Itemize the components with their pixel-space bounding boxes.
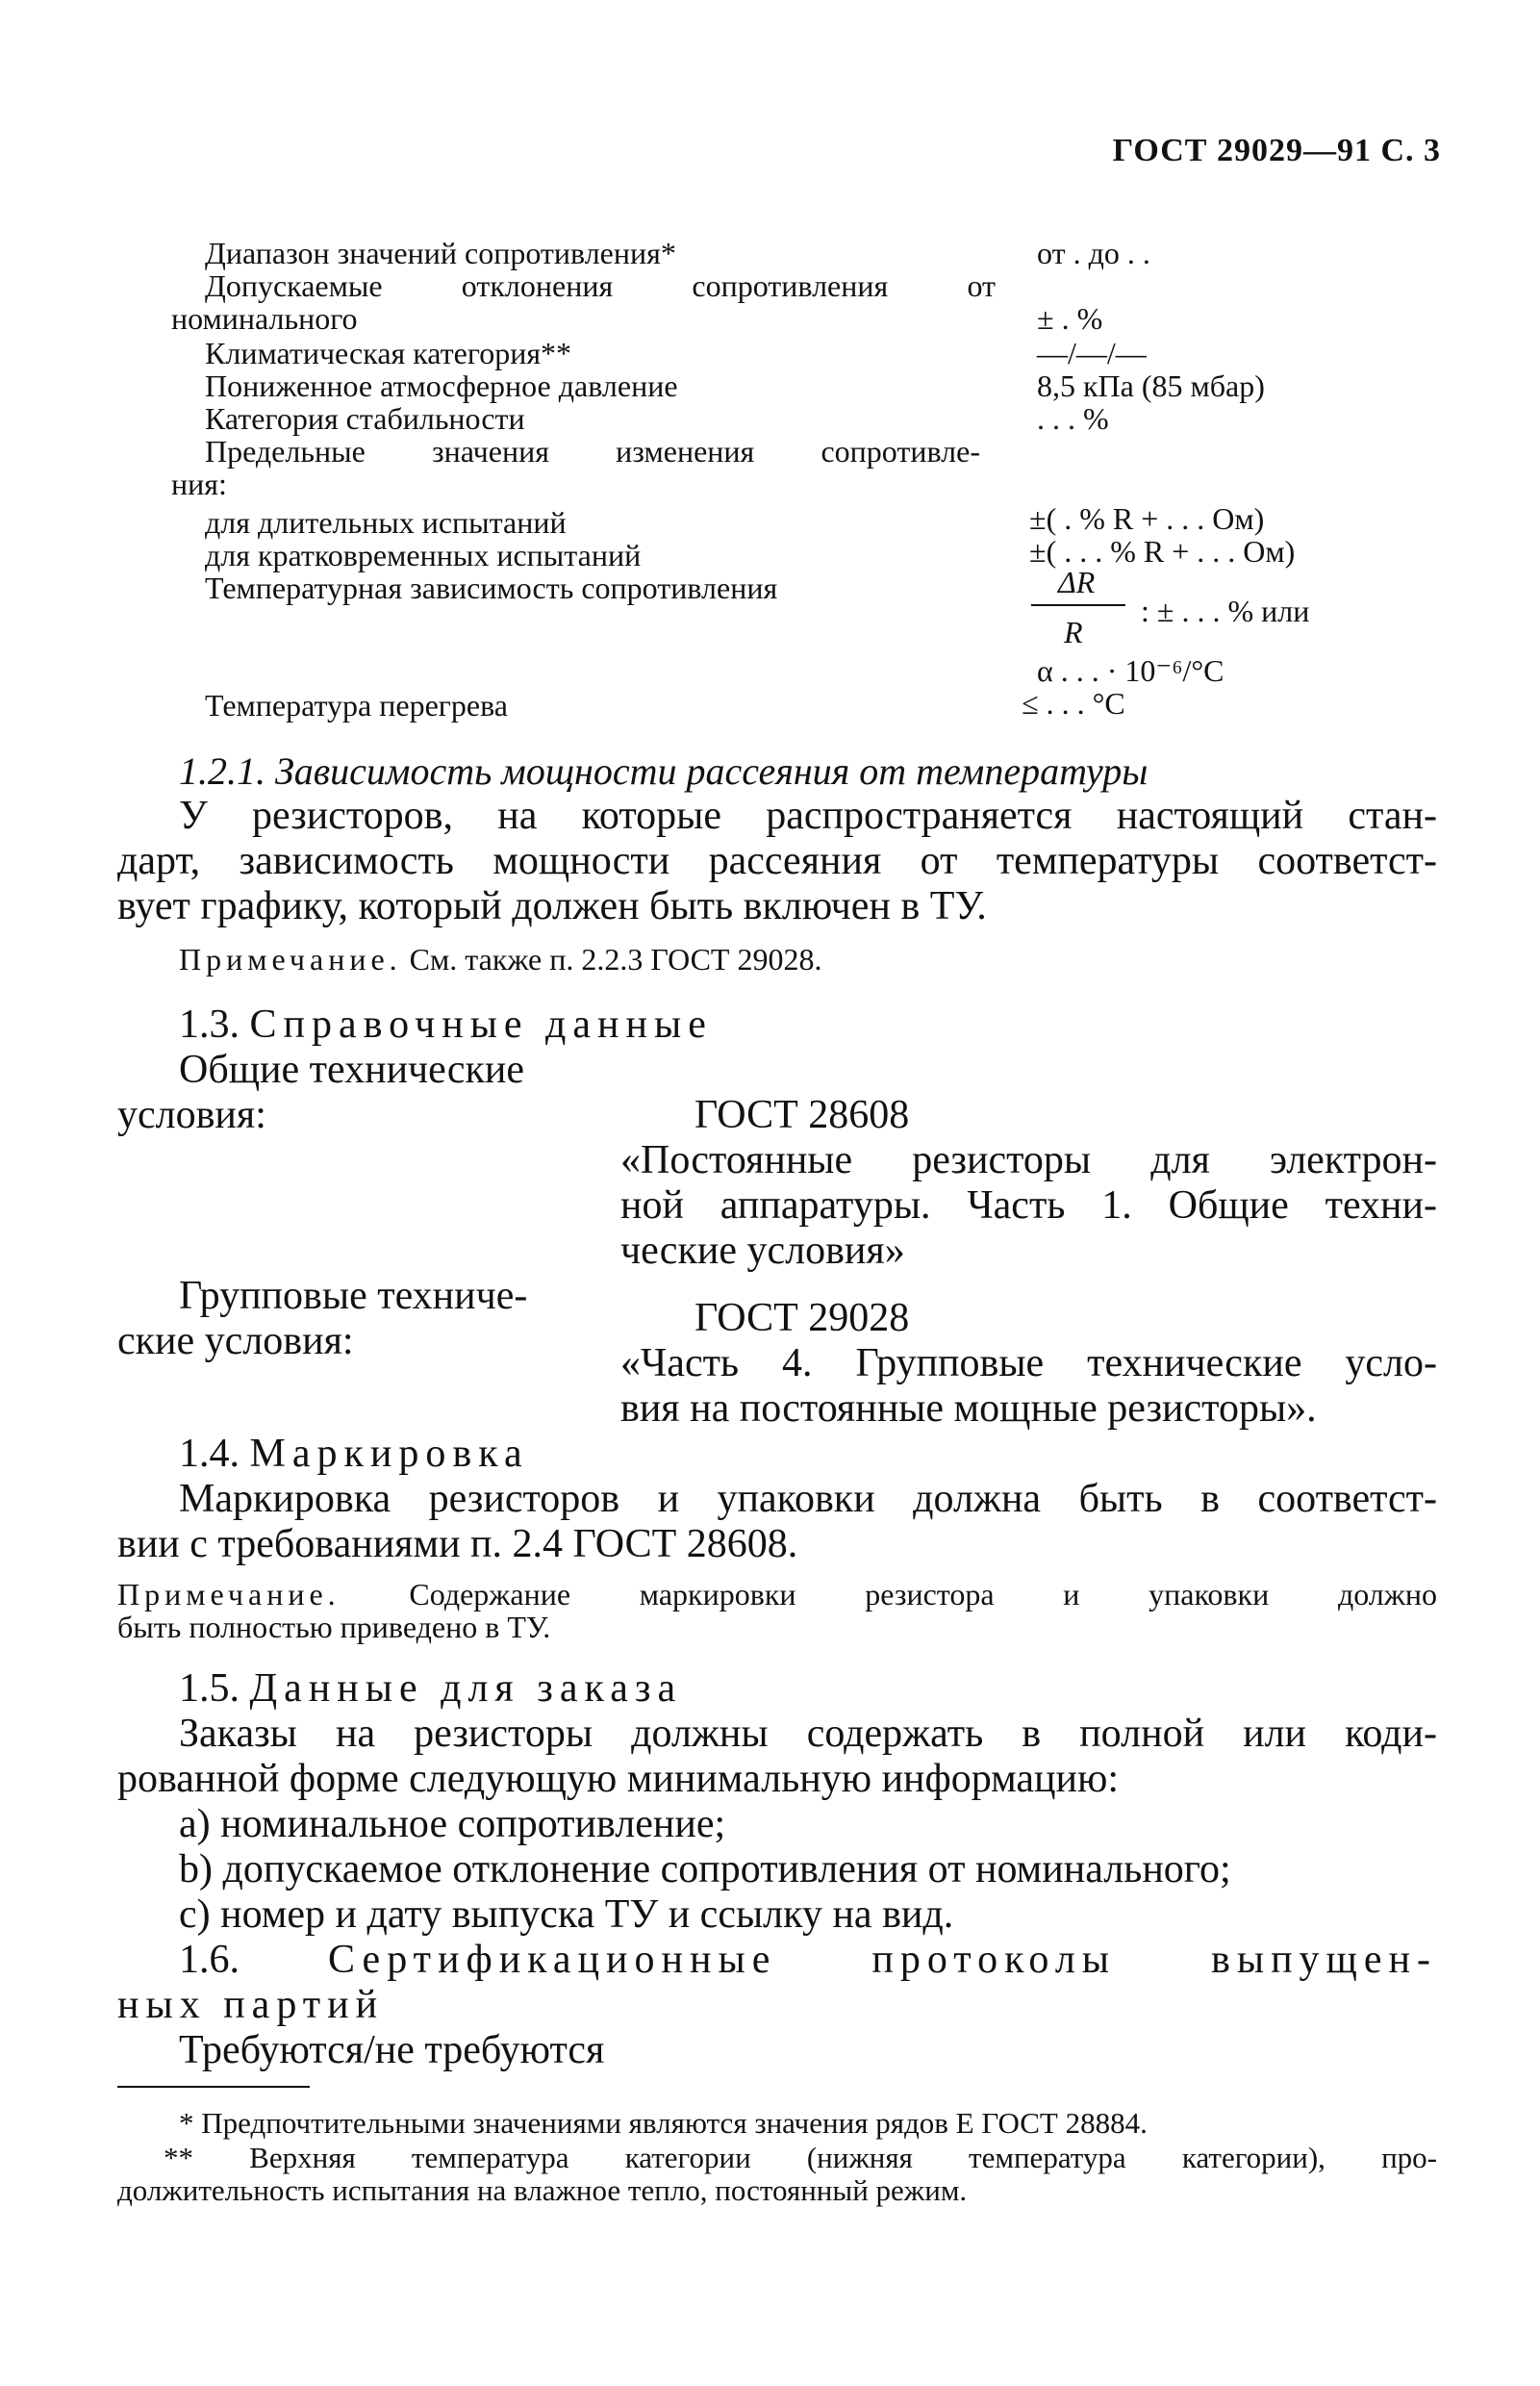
section-1-4-line2: вии с требованиями п. 2.4 ГОСТ 28608. [117,1522,798,1566]
limit-label-line2: ния: [171,467,227,501]
long-test-value: ±( . % R + . . . Ом) [1029,501,1265,536]
order-item-b: b) допускаемое отклонение сопротивления от номинального; [179,1847,1231,1891]
fraction-bar [1031,604,1125,606]
section-1-2-1-heading: 1.2.1. Зависимость мощности рассеяния от температуры [179,749,1149,793]
tcr-value-alpha: α . . . · 10⁻⁶/°С [1037,653,1224,688]
climatic-label: Климатическая категория** [205,336,572,370]
section-title: Данные для заказа [249,1666,683,1711]
group-spec-desc-line1: «Часть 4. Групповые технические усло- [620,1341,1437,1385]
note-text: Содержание маркировки резистора и упаковки должно [409,1577,1438,1612]
general-spec-desc-line3: ческие условия» [620,1229,905,1273]
tcr-numerator: ΔR [1058,565,1096,599]
section-1-4-note-line2: быть полностью приведено в ТУ. [117,1610,551,1644]
group-spec-label-line2: ские условия: [117,1319,354,1363]
group-spec-label-line1: Групповые техниче- [179,1274,528,1318]
footnote-2-line2: должительность испытания на влажное тепло, постоянный режим. [117,2173,968,2207]
general-spec-standard: ГОСТ 28608 [694,1093,910,1137]
overheat-value: ≤ . . . °С [1022,686,1125,721]
pressure-label: Пониженное атмосферное давление [205,368,678,403]
limit-label-line1: Предельные значения изменения сопротивле- [205,434,980,469]
section-1-5-heading [179,1666,682,1712]
section-1-2-1-line2: дарт, зависимость мощности рассеяния от температуры соответст- [117,839,1437,883]
note-label: Примечание. [117,1577,341,1612]
section-number: 1.3. [179,1003,240,1047]
group-spec-standard: ГОСТ 29028 [694,1296,910,1340]
tcr-denominator: R [1064,615,1083,649]
short-test-label: для кратковременных испытаний [205,538,642,572]
section-1-2-1-line3: вует графику, который должен быть включен в ТУ. [117,884,987,928]
section-1-4-note-line1 [117,1578,1437,1611]
section-title: Справочные данные [249,1003,713,1047]
footnote-rule [117,2086,310,2088]
section-1-4-heading [179,1432,529,1477]
tolerance-label-line1: Допускаемые отклонения сопротивления от [205,268,996,303]
page-header: ГОСТ 29029—91 С. 3 [1112,133,1441,168]
note-text: См. также п. 2.2.3 ГОСТ 29028. [409,942,822,977]
section-number: 1.6. [179,1938,240,1982]
climatic-value: —/—/— [1037,336,1147,370]
section-title: Сертификационные протоколы выпущен- [328,1938,1437,1982]
section-1-6-heading-line1 [179,1938,1437,1983]
range-label: Диапазон значений сопротивления* [205,236,676,270]
section-1-2-1-line1: У резисторов, на которые распространяется настоящий стан- [179,794,1437,838]
long-test-label: для длительных испытаний [205,505,567,540]
section-1-4-line1: Маркировка резисторов и упаковки должна быть в соответст- [179,1477,1437,1521]
tcr-label: Температурная зависимость сопротивления [205,571,778,605]
range-value: от . до . . [1037,236,1150,270]
section-1-6-text: Требуются/не требуются [179,2028,605,2072]
section-1-5-line1: Заказы на резисторы должны содержать в полной или коди- [179,1712,1437,1756]
general-spec-desc-line2: ной аппаратуры. Часть 1. Общие техни- [620,1183,1437,1228]
short-test-value: ±( . . . % R + . . . Ом) [1029,534,1296,569]
section-title: Маркировка [249,1432,529,1476]
section-1-2-1-note [179,943,821,976]
note-label: Примечание. [179,942,402,977]
section-number: 1.5. [179,1666,240,1711]
section-1-6-heading-line2: ных партий [117,1983,385,2027]
general-spec-desc-line1: «Постоянные резисторы для электрон- [620,1138,1437,1182]
footnote-1: * Предпочтительными значениями являются значения рядов Е ГОСТ 28884. [179,2106,1148,2140]
general-spec-label-line2: условия: [117,1093,266,1137]
tolerance-value: ± . % [1037,301,1103,336]
stability-label: Категория стабильности [205,401,525,436]
order-item-c: c) номер и дату выпуска ТУ и ссылку на вид. [179,1892,954,1937]
group-spec-desc-line2: вия на постоянные мощные резисторы». [620,1386,1317,1431]
section-1-5-line2: рованной форме следующую минимальную информацию: [117,1757,1120,1801]
section-1-3-heading [179,1003,713,1048]
order-item-a: a) номинальное сопротивление; [179,1802,726,1846]
tcr-value-percent: : ± . . . % или [1141,594,1310,628]
section-number: 1.4. [179,1432,240,1476]
stability-value: . . . % [1037,401,1109,436]
general-spec-label-line1: Общие технические [179,1048,525,1092]
overheat-label: Температура перегрева [205,688,508,723]
pressure-value: 8,5 кПа (85 мбар) [1037,368,1265,403]
footnote-2-line1: ** Верхняя температура категории (нижняя температура категории), про- [164,2141,1437,2174]
tolerance-label-line2: номинального [171,301,358,336]
